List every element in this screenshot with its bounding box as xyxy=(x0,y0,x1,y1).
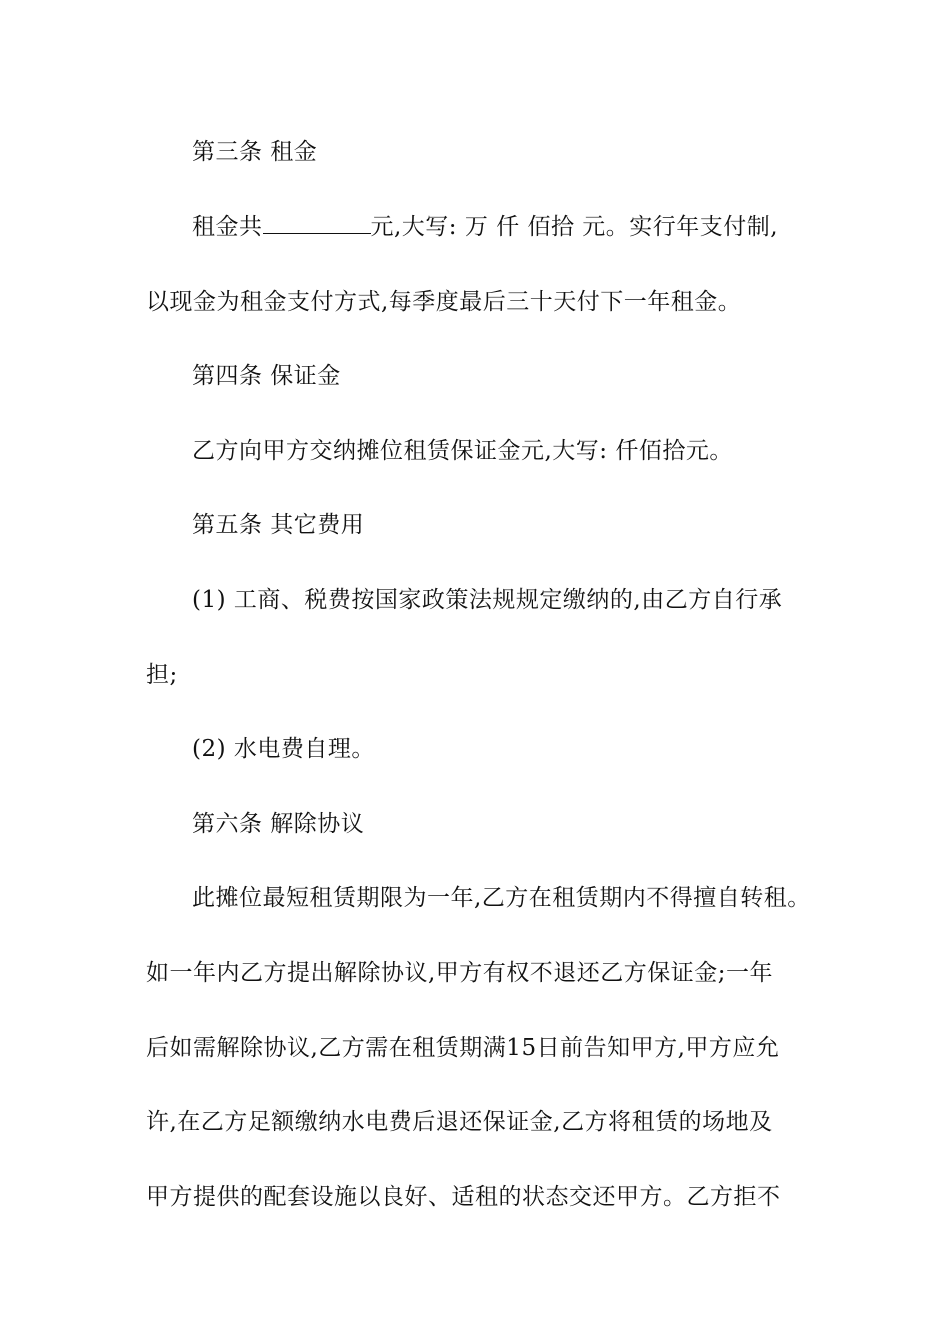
article-5-heading: 第五条 其它费用 xyxy=(192,512,365,538)
article-6-heading: 第六条 解除协议 xyxy=(192,811,365,837)
paragraph-line: 此摊位最短租赁期限为一年,乙方在租赁期内不得擅自转租。 xyxy=(192,885,811,911)
paragraph-line: 以现金为租金支付方式,每季度最后三十天付下一年租金。 xyxy=(146,289,742,315)
paragraph-line: 如一年内乙方提出解除协议,甲方有权不退还乙方保证金;一年 xyxy=(146,960,774,986)
rent-amount-text: 元,大写: 万 仟 佰拾 元。实行年支付制, xyxy=(370,214,779,240)
paragraph-line: 乙方向甲方交纳摊位租赁保证金元,大写: 仟佰拾元。 xyxy=(192,438,733,464)
paragraph-line: 担; xyxy=(146,662,178,688)
rent-prefix: 租金共 xyxy=(192,214,263,240)
paragraph-line: 后如需解除协议,乙方需在租赁期满15日前告知甲方,甲方应允 xyxy=(146,1035,780,1061)
paragraph-line: (1) 工商、税费按国家政策法规规定缴纳的,由乙方自行承 xyxy=(192,587,783,613)
article-3-heading: 第三条 租金 xyxy=(192,139,318,165)
rent-amount-line xyxy=(192,212,872,242)
paragraph-line: 许,在乙方足额缴纳水电费后退还保证金,乙方将租赁的场地及 xyxy=(146,1109,773,1135)
rent-blank-field[interactable] xyxy=(263,213,371,234)
paragraph-line: 甲方提供的配套设施以良好、适租的状态交还甲方。乙方拒不 xyxy=(146,1184,781,1210)
article-4-heading: 第四条 保证金 xyxy=(192,363,341,389)
paragraph-line: (2) 水电费自理。 xyxy=(192,736,375,762)
